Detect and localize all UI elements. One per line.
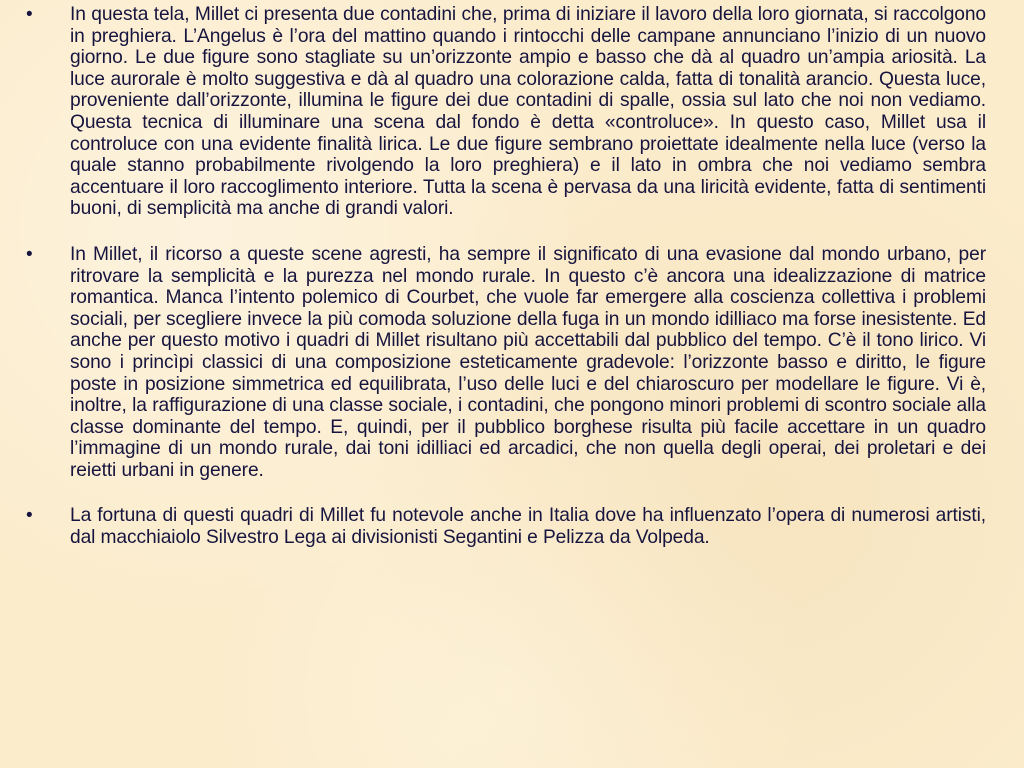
slide-body: [26, 4, 986, 573]
paragraph-fortune-italy: La fortuna di questi quadri di Millet fu notevole anche in Italia dove ha influenzato l’opera di numerosi artisti, dal macchiaiolo Silvestro Lega ai divisionisti Segantini e Pelizza da Volpeda.: [70, 505, 986, 549]
bullet-icon: •: [26, 4, 33, 25]
paragraph-angelus-description: In questa tela, Millet ci presenta due contadini che, prima di iniziare il lavoro della loro giornata, si raccolgono in preghiera. L’Angelus è l’ora del mattino quando i rintocchi delle campane annunciano l’inizio di un nuovo giorno. Le due figure sono stagliate su un’orizzonte ampio e basso che dà al quadro un’ampia ariosità. La luce aurorale è molto suggestiva e dà al quadro una colorazione calda, fatta di tonalità arancio. Questa luce, proveniente dall’orizzonte, illumina le figure dei due contadini di spalle, ossia sul lato che noi non vediamo. Questa tecnica di illuminare una scena dal fondo è detta «controluce». In questo caso, Millet usa il controluce con una evidente finalità lirica. Le due figure sembrano proiettate idealmente nella luce (verso la quale stanno probabilmente rivolgendo la loro preghiera) e il lato in ombra che noi vediamo sembra accentuare il loro raccoglimento interiore. Tutta la scena è pervasa da una liricità evidente, fatta di sentimenti buoni, di semplicità ma anche di grandi valori.: [70, 4, 986, 220]
bullet-list: [26, 4, 986, 549]
bullet-item-fortune-italy: [26, 505, 986, 548]
bullet-icon: •: [26, 243, 33, 265]
bullet-icon: •: [26, 505, 33, 527]
bullet-item-rural-evasion: [26, 244, 986, 482]
bullet-item-angelus: [26, 4, 986, 220]
paragraph-rural-evasion: In Millet, il ricorso a queste scene agresti, ha sempre il significato di una evasione dal mondo urbano, per ritrovare la semplicità e la purezza nel mondo rurale. In questo c’è ancora una idealizzazione di matrice romantica. Manca l’intento polemico di Courbet, che vuole far emergere alla coscienza collettiva i problemi sociali, per scegliere invece la più comoda soluzione della fuga in un mondo idilliaco ma forse inesistente. Ed anche per questo motivo i quadri di Millet risultano più accettabili dal pubblico del tempo. C’è il tono lirico. Vi sono i princìpi classici di una composizione esteticamente gradevole: l’orizzonte basso e diritto, le figure poste in posizione simmetrica ed equilibrata, l’uso delle luci e del chiaroscuro per modellare le figure. Vi è, inoltre, la raffigurazione di una classe sociale, i contadini, che pongono minori problemi di scontro sociale alla classe dominante del tempo. E, quindi, per il pubblico borghese risulta più facile accettare in un quadro l’immagine di un mondo rurale, dai toni idilliaci ed arcadici, che non quella degli operai, dei proletari e dei reietti urbani in genere.: [70, 243, 986, 481]
